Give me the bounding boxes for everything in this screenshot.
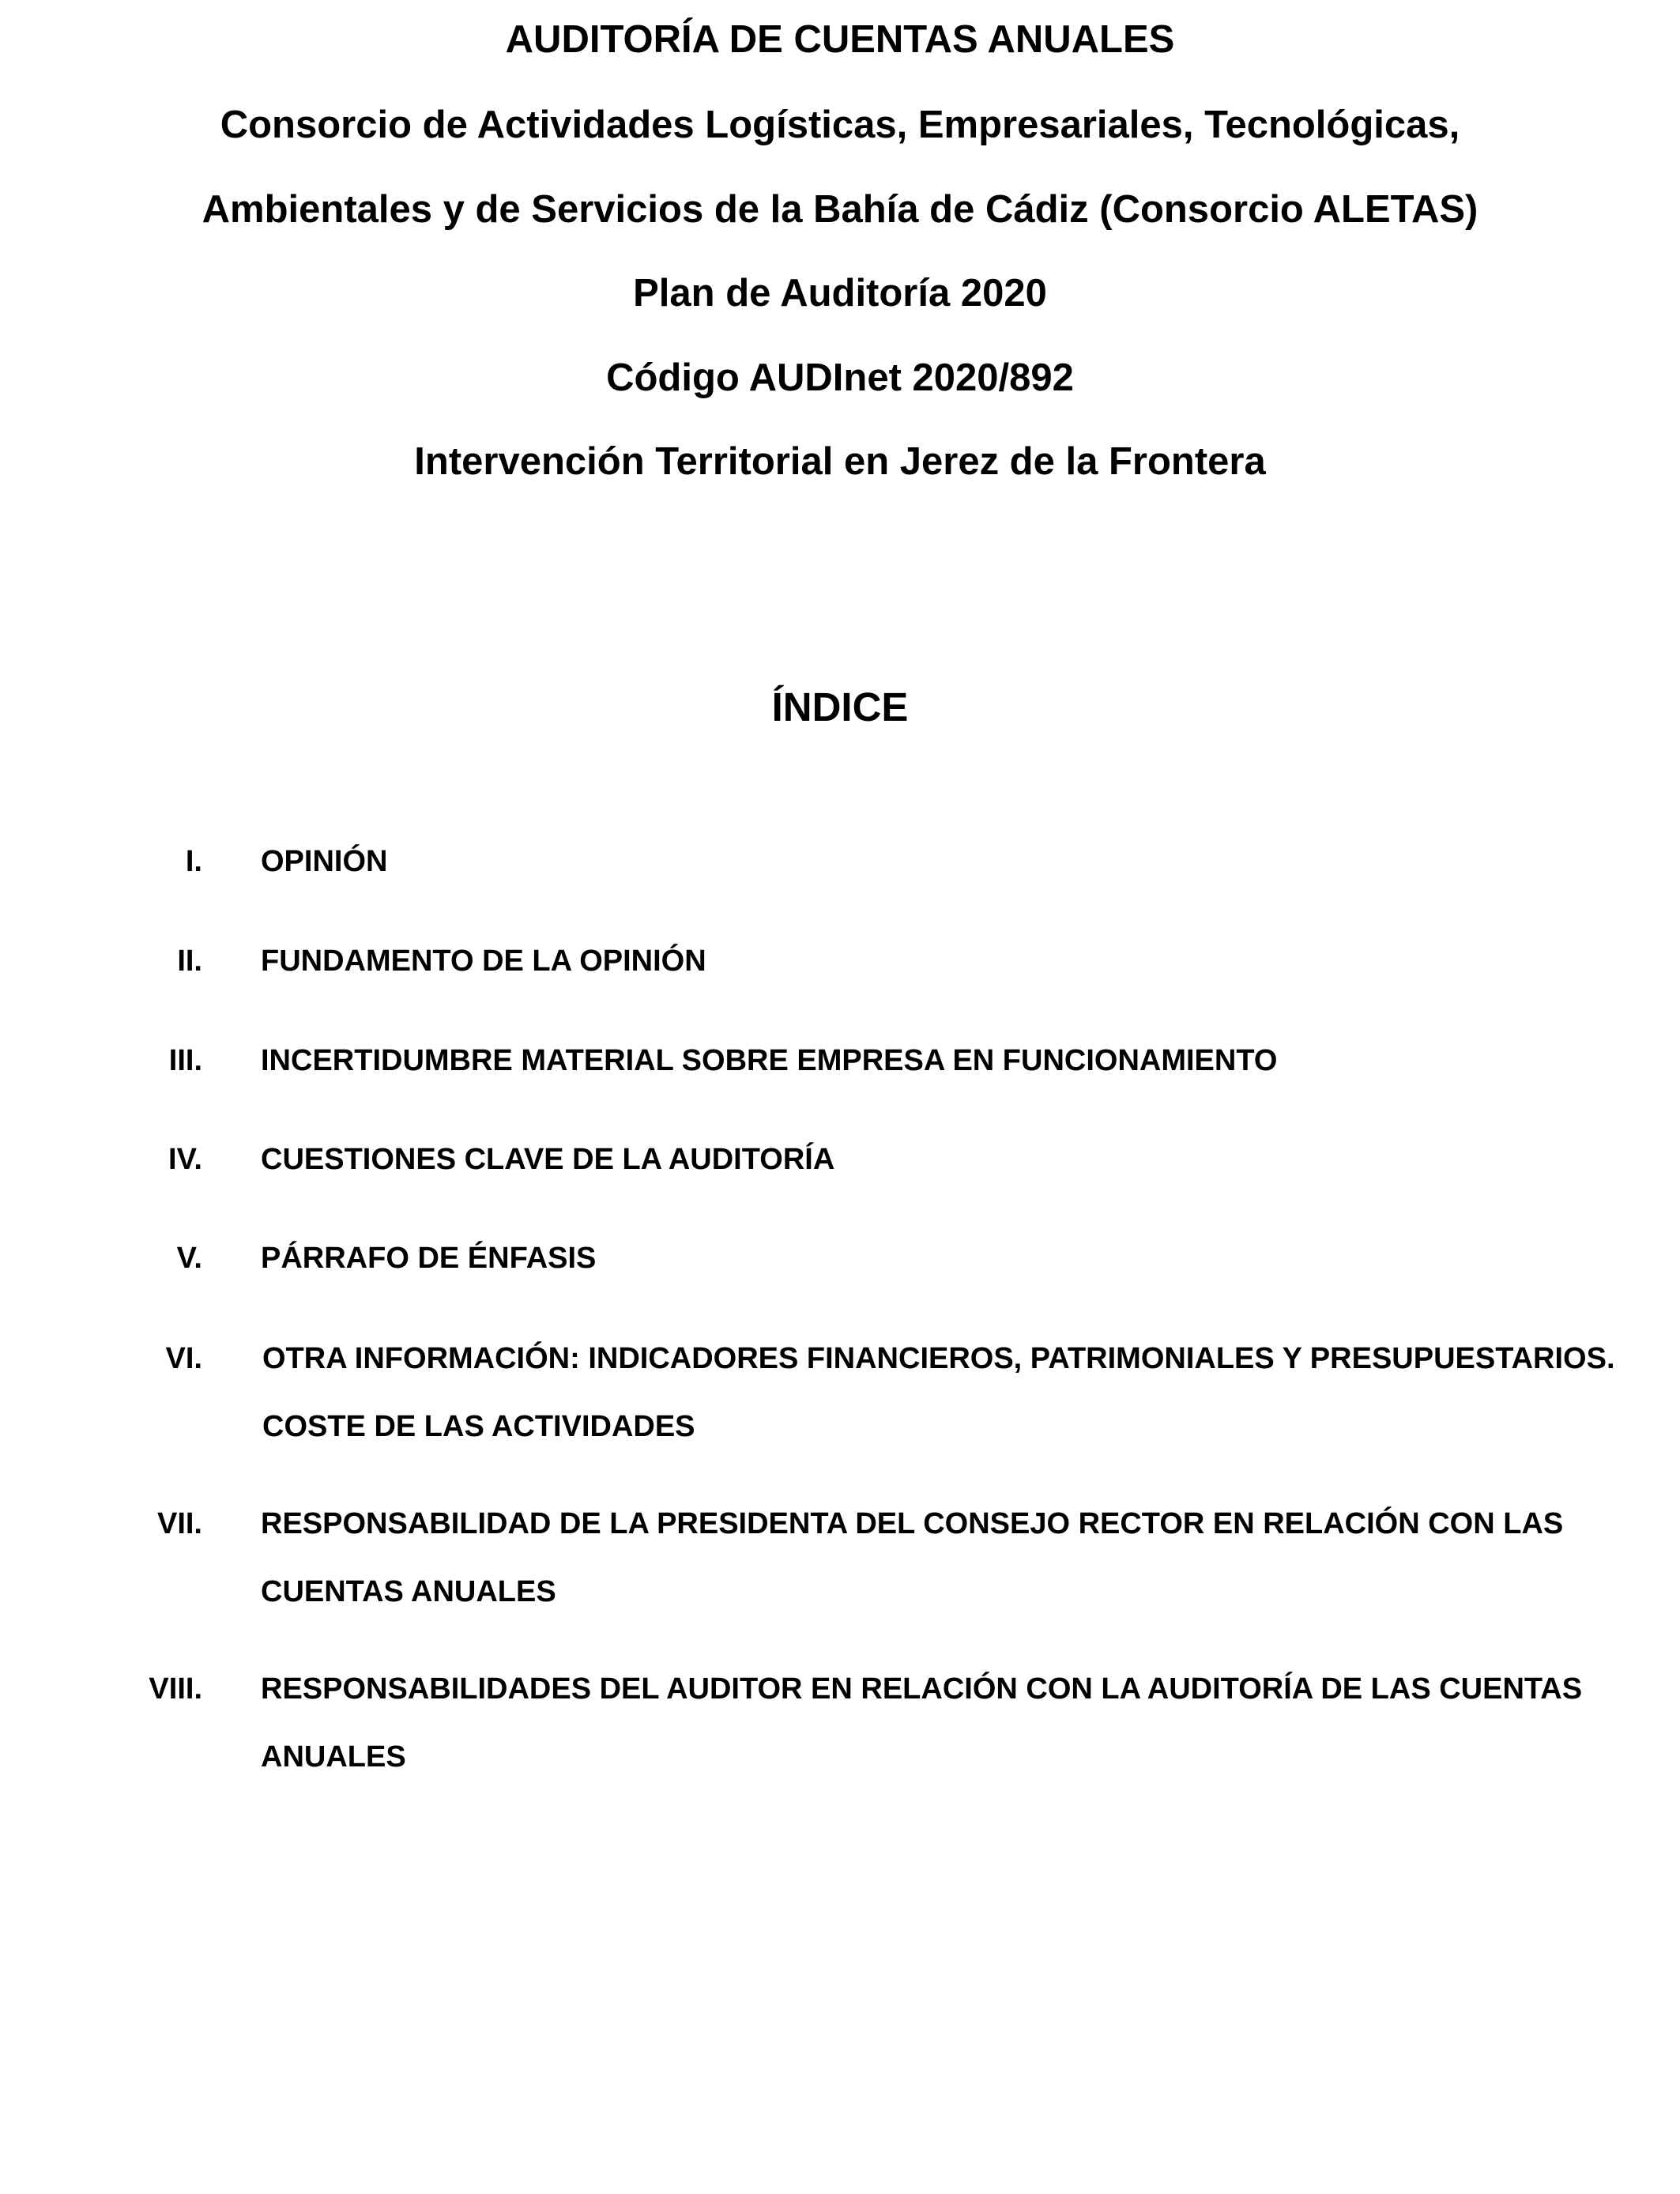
toc-item-text: PÁRRAFO DE ÉNFASIS: [261, 1242, 597, 1275]
entity-name-line-1: Consorcio de Actividades Logísticas, Empresariales, Tecnológicas,: [220, 104, 1460, 146]
toc-item-text: OTRA INFORMACIÓN: INDICADORES FINANCIEROS, PATRIMONIALES Y PRESUPUESTARIOS. COSTE DE LAS ACTIVIDADES: [262, 1342, 1615, 1443]
index-heading: ÍNDICE: [771, 684, 909, 729]
audit-plan: Plan de Auditoría 2020: [633, 272, 1047, 315]
document-title: AUDITORÍA DE CUENTAS ANUALES: [505, 18, 1175, 61]
toc-item-number: V.: [176, 1242, 202, 1275]
toc-item-text: INCERTIDUMBRE MATERIAL SOBRE EMPRESA EN FUNCIONAMIENTO: [261, 1044, 1278, 1077]
toc-item-text: FUNDAMENTO DE LA OPINIÓN: [261, 944, 706, 978]
intervention-office: Intervención Territorial en Jerez de la Frontera: [414, 440, 1266, 483]
toc-item-text: OPINIÓN: [261, 845, 388, 878]
toc-item-number: IV.: [168, 1143, 202, 1176]
toc-item-number: III.: [168, 1044, 202, 1077]
toc-item-number: VII.: [156, 1507, 202, 1540]
toc-item-number: VIII.: [149, 1672, 202, 1706]
toc-item-text: RESPONSABILIDAD DE LA PRESIDENTA DEL CONSEJO RECTOR EN RELACIÓN CON LAS CUENTAS ANUALES: [261, 1507, 1564, 1608]
toc-item-number: VI.: [165, 1342, 202, 1375]
toc-item-number: II.: [177, 944, 202, 978]
audinet-code: Código AUDInet 2020/892: [606, 356, 1074, 399]
toc-item-number: I.: [185, 845, 202, 878]
entity-name-line-2: Ambientales y de Servicios de la Bahía de Cádiz (Consorcio ALETAS): [202, 188, 1478, 231]
toc-item-text: RESPONSABILIDADES DEL AUDITOR EN RELACIÓN CON LA AUDITORÍA DE LAS CUENTAS ANUALES: [261, 1672, 1583, 1774]
toc-item-text: CUESTIONES CLAVE DE LA AUDITORÍA: [261, 1143, 835, 1176]
